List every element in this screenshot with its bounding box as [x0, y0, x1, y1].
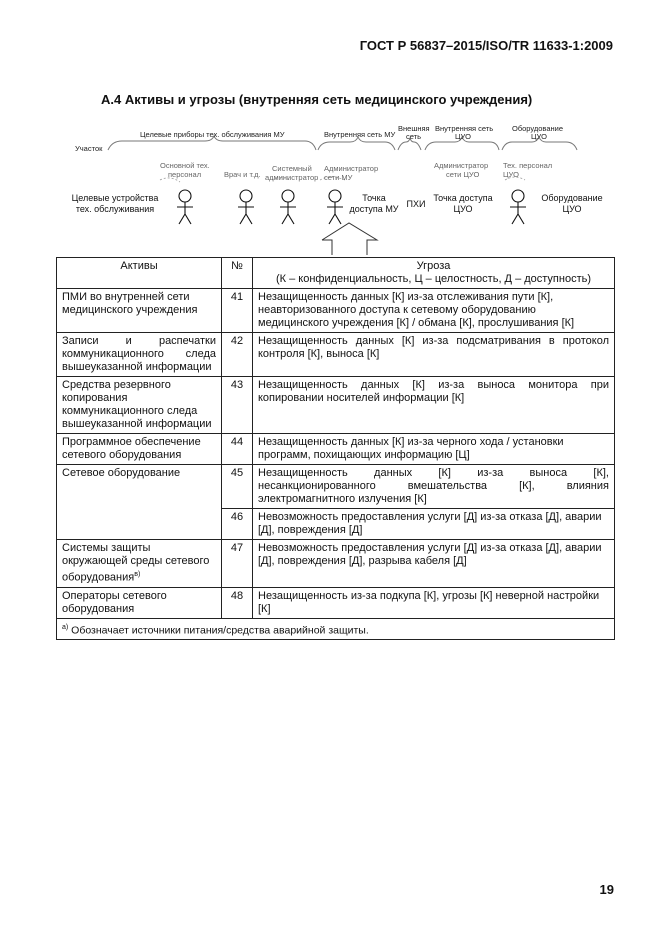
- label-equip-cuo-top-2: ЦУО: [531, 132, 547, 141]
- table-row: [57, 434, 615, 465]
- num-cell: 48: [222, 587, 253, 618]
- actor-admin-mu-2: сети МУ: [324, 173, 353, 182]
- table-row: [57, 465, 615, 509]
- header-threat-legend: (К – конфиденциальность, Ц – целостность, Д – доступность): [275, 273, 592, 285]
- actor-admin-mu-1: Администратор: [324, 164, 379, 173]
- num-cell: 43: [222, 377, 253, 434]
- threat-cell: Незащищенность из-за подкупа [К], угрозы [К] неверной настройки [К]: [253, 587, 615, 618]
- table-row: [57, 333, 615, 377]
- num-cell: 44: [222, 434, 253, 465]
- label-internal-net-cuo-2: ЦУО: [455, 132, 471, 141]
- node-access-cuo-line1: Точка доступа: [433, 193, 493, 203]
- node-access-mu: [344, 193, 404, 215]
- header-threat: [253, 258, 615, 289]
- header-assets: Активы: [57, 258, 222, 289]
- actor-main-staff-1: Основной тех.: [160, 161, 210, 170]
- num-cell: 45: [222, 465, 253, 509]
- threat-cell: Невозможность предоставления услуги [Д] из-за отказа [Д], аварии [Д], повреждения [Д]: [253, 509, 615, 540]
- node-target-devices: [66, 193, 164, 215]
- threat-cell: Незащищенность данных [К] из-за выноса [К], несанкционированного вмешательства [К], влияния электромагнитного излучения [К]: [253, 465, 615, 509]
- label-equip-cuo-top-1: Оборудование: [512, 124, 564, 133]
- actor-tech-cuo-2: ЦУО: [503, 170, 519, 179]
- table-row: [57, 377, 615, 434]
- label-internal-net-mu: Внутренняя сеть МУ: [324, 130, 396, 139]
- network-diagram: [0, 120, 661, 255]
- table-header-row: [57, 258, 615, 289]
- table-row: [57, 540, 615, 588]
- header-num: №: [222, 258, 253, 289]
- asset-cell: Записи и распечатки коммуникационного следа вышеуказанной информации: [57, 333, 222, 377]
- up-arrow-icon: [322, 223, 377, 255]
- node-target-devices-line1: Целевые устройства: [71, 193, 159, 203]
- label-internal-net-cuo-1: Внутренняя сеть: [435, 124, 494, 133]
- diagram-lines: [0, 120, 661, 255]
- actor-admin-cuo-2: сети ЦУО: [446, 170, 480, 179]
- node-equip-cuo: [536, 193, 608, 215]
- page-number: 19: [599, 882, 614, 897]
- asset-footnote-ref: в): [134, 571, 141, 578]
- assets-threats-table: [56, 257, 615, 640]
- table-row: [57, 587, 615, 618]
- document-code: ГОСТ Р 56837–2015/ISO/TR 11633-1:2009: [359, 38, 613, 53]
- footnote-mark: а): [62, 623, 69, 631]
- asset-cell: Операторы сетевого оборудования: [57, 587, 222, 618]
- node-equip-cuo-line2: ЦУО: [562, 204, 582, 214]
- actor-tech-cuo-1: Тех. персонал: [503, 161, 553, 170]
- actor-sysadmin-2: администратор: [265, 173, 319, 182]
- threat-cell: Незащищенность данных [К] из-за подсматривания в протокол контроля [К], выноса [К]: [253, 333, 615, 377]
- node-access-mu-line2: доступа МУ: [349, 204, 399, 214]
- label-external-net-1: Внешняя: [398, 124, 430, 133]
- asset-cell: Программное обеспечение сетевого оборудования: [57, 434, 222, 465]
- threat-cell: Незащищенность данных [К] из-за черного хода / установки программ, похищающих информацию [Ц]: [253, 434, 615, 465]
- num-cell: 41: [222, 289, 253, 333]
- actor-admin-cuo-1: Администратор: [434, 161, 489, 170]
- label-site: Участок: [75, 144, 103, 153]
- asset-cell: ПМИ во внутренней сети медицинского учреждения: [57, 289, 222, 333]
- table-footnote: [57, 618, 615, 640]
- header-threat-title: Угроза: [416, 260, 451, 272]
- node-pkhi: ПХИ: [406, 199, 426, 209]
- node-target-devices-line2: тех. обслуживания: [75, 204, 155, 214]
- label-external-net-2: сеть: [406, 132, 422, 141]
- num-cell: 42: [222, 333, 253, 377]
- threat-cell: Невозможность предоставления услуги [Д] из-за отказа [Д], аварии [Д], повреждения [Д], разрыва кабеля [Д]: [253, 540, 615, 588]
- actor-doctor: Врач и т.д.: [224, 170, 261, 179]
- num-cell: 47: [222, 540, 253, 588]
- actor-main-staff-2: персонал: [168, 170, 202, 179]
- num-cell: 46: [222, 509, 253, 540]
- threat-cell: Незащищенность данных [К] из-за выноса монитора при копировании носителей информации [К]: [253, 377, 615, 434]
- actor-sysadmin-1: Системный: [272, 164, 312, 173]
- node-access-cuo-line2: ЦУО: [453, 204, 473, 214]
- section-title: А.4 Активы и угрозы (внутренняя сеть медицинского учреждения): [101, 92, 533, 107]
- label-target-devices-mu: Целевые приборы тех. обслуживания МУ: [140, 130, 285, 139]
- node-equip-cuo-line1: Оборудование: [541, 193, 603, 203]
- table-row: [57, 289, 615, 333]
- table-footnote-row: [57, 618, 615, 640]
- threat-cell: Незащищенность данных [К] из-за отслеживания пути [К], неавторизованного доступа к сетевому оборудованию медицинского учреждения [К] / обмана [К], прослушивания [К]: [253, 289, 615, 333]
- asset-cell: Сетевое оборудование: [57, 465, 222, 540]
- asset-text: Системы защиты окружающей среды сетевого оборудования: [62, 542, 210, 584]
- footnote-text: Обозначает источники питания/средства аварийной защиты.: [71, 624, 369, 637]
- asset-cell: Средства резервного копирования коммуникационного следа вышеуказанной информации: [57, 377, 222, 434]
- node-access-mu-line1: Точка: [362, 193, 386, 203]
- asset-cell: [57, 540, 222, 588]
- node-access-cuo: [428, 193, 498, 215]
